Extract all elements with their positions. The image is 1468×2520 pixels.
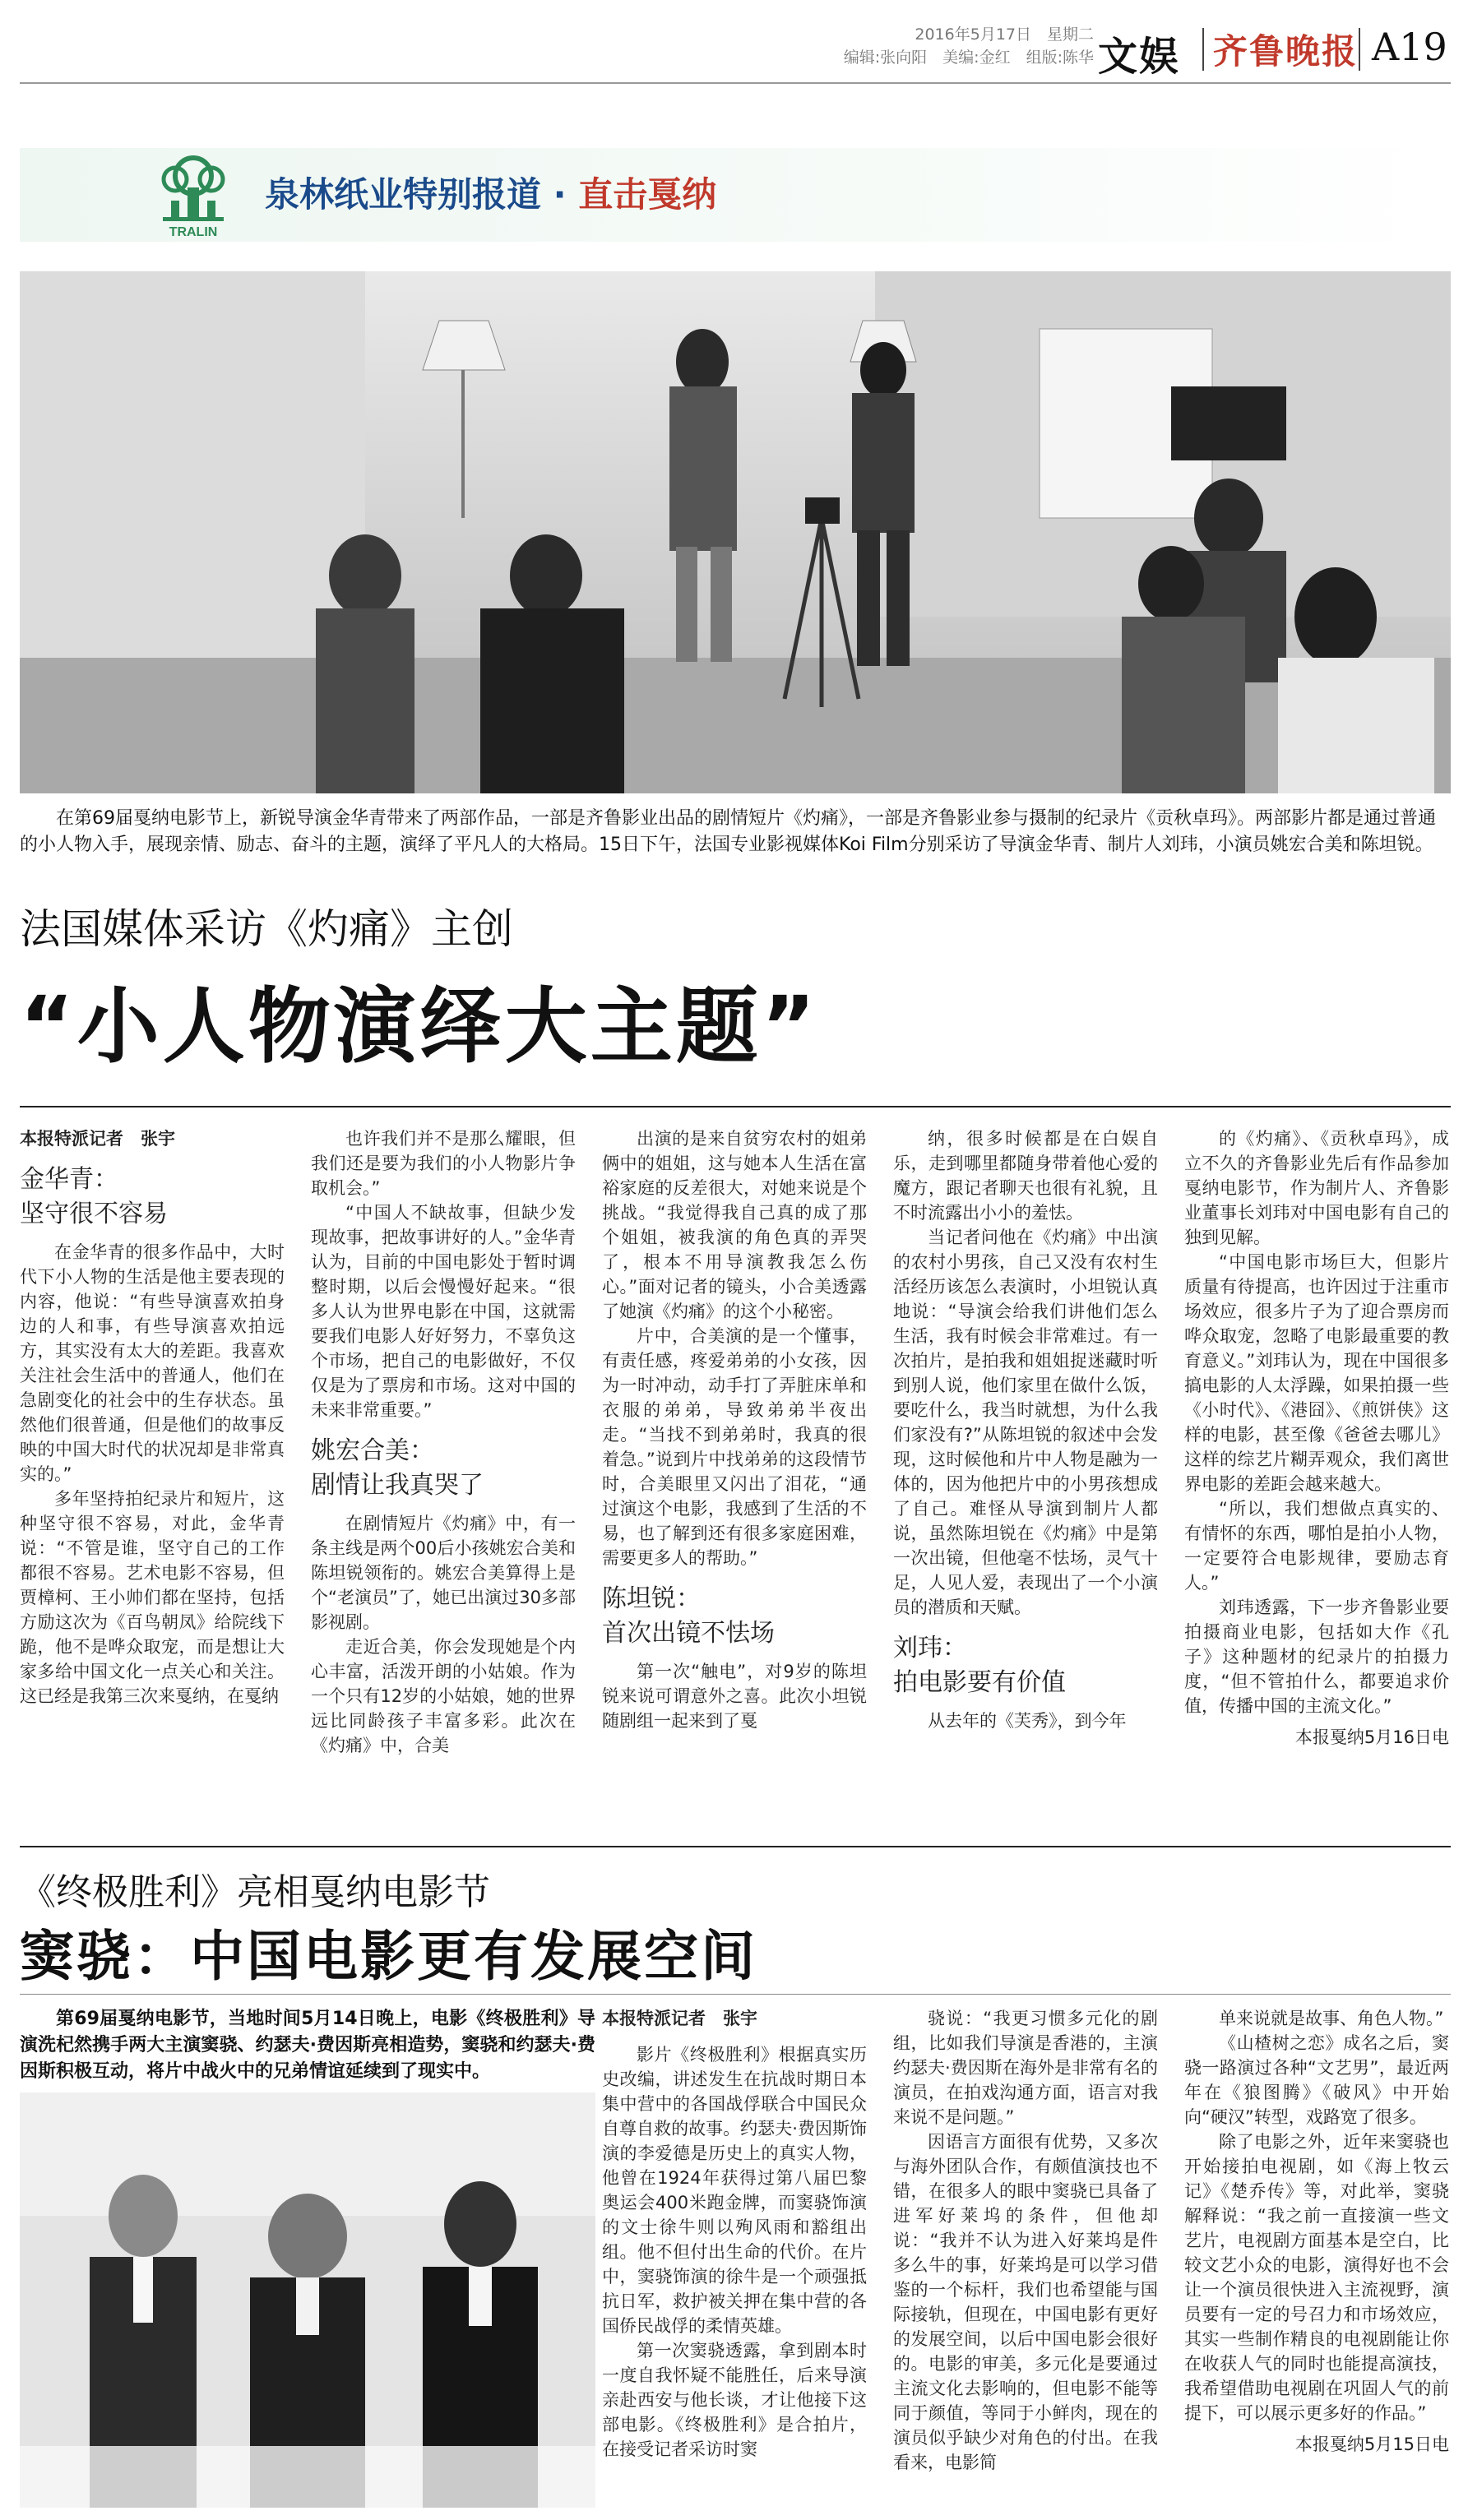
banner-title — [265, 168, 716, 217]
article1-kicker: 法国媒体采访《灼痛》主创 — [20, 905, 513, 953]
article1-paragraph: 当记者问他在《灼痛》中出演的农村小男孩，自己又没有农村生活经历该怎么表演时，小坦锐认真地说：“导演会给我们讲他们怎么生活，我有时候会非常难过。有一次拍片，是拍我和姐姐捉迷藏时听到别人说，他们家里在做什么饭，要吃什么，我当时就想，为什么我们家没有?”从陈坦锐的叙述中会发现，这时候他和片中人物是融为一体的，因为他把片中的小男孩想成了自己。难怪从导演到制片人都说，虽然陈坦锐在《灼痛》中是第一次出镜，但他毫不怯场，灵气十足，人见人爱，表现出了一个小演员的潜质和天赋。 — [893, 1228, 1158, 1617]
article1-subhead-jin: 金华青： 坚守很不容易 — [20, 1165, 168, 1228]
photo-caption: 在第69届戛纳电影节上，新锐导演金华青带来了两部作品，一部是齐鲁影业出品的剧情短片《灼痛》，一部是齐鲁影业参与摄制的纪录片《贡秋卓玛》。两部影片都是通过普通的小人物入手，展现亲情、励志、奋斗的主题，演绎了平凡人的大格局。15日下午，法国专业影视媒体Koi Film分别采访了导演金华青、制片人刘玮，小演员姚宏合美和陈坦锐。 — [20, 808, 1436, 855]
article1-paragraph: 也许我们并不是那么耀眼，但我们还是要为我们的小人物影片争取机会。” — [311, 1129, 576, 1198]
article1-paragraph: “中国电影市场巨大，但影片质量有待提高，也许因过于注重市场效应，很多片子为了迎合票房而哗众取宠，忽略了电影最重要的教育意义。”刘玮认为，现在中国很多搞电影的人太浮躁，如果拍摄一些《小时代》、《港囧》、《煎饼侠》这样的电影，甚至像《爸爸去哪儿》这样的综艺片糊弄观众，我们离世界电影的差距会越来越大。 — [1184, 1252, 1449, 1494]
interview-photo — [20, 271, 1451, 793]
article1-byline: 本报特派记者 张宇 — [20, 1129, 175, 1149]
header-rule — [20, 82, 1451, 84]
article1-signoff: 本报戛纳5月16日电 — [1294, 1727, 1449, 1747]
article2-lead: 第69届戛纳电影节，当地时间5月14日晚上，电影《终极胜利》导演洗杞然携手两大主演窦骁、约瑟夫·费因斯亮相造势，窦骁和约瑟夫·费因斯积极互动，将片中战火中的兄弟情谊延续到了现实中。 — [20, 2009, 595, 2082]
article1-subhead-chen: 陈坦锐： 首次出镜不怯场 — [602, 1584, 775, 1648]
article2-paragraph: 第一次窦骁透露，拿到剧本时一度自我怀疑不能胜任，后来导演亲赴西安与他长谈，才让他接下这部电影。《终极胜利》是合拍片，在接受记者采访时窦 — [602, 2341, 867, 2459]
article2-column-3 — [1184, 2006, 1449, 2457]
article1-paragraph: 多年坚持拍纪录片和短片，这种坚守很不容易，对此，金华青说：“不管是谁，坚守自己的工作都很不容易。艺术电影不容易，但贾樟柯、王小帅们都在坚持，包括方励这次为《百鸟朝凤》给院线下跪，他不是哗众取宠，而是想让大家多给中国文化一点关心和关注。这已经是我第三次来戛纳，在戛纳 — [20, 1489, 285, 1706]
article1-subhead-yao: 姚宏合美： 剧情让我真哭了 — [311, 1436, 484, 1500]
article1-column-1 — [20, 1126, 285, 1709]
article1-column-4 — [893, 1126, 1158, 1733]
article2-column-1 — [602, 2006, 867, 2462]
article1-paragraph: 片中，合美演的是一个懂事，有责任感，疼爱弟弟的小女孩，因为一时冲动，动手打了弄脏床单和衣服的弟弟，导致弟弟半夜出走。“当找不到弟弟时，我真的很着急。”说到片中找弟弟的这段情节时，合美眼里又闪出了泪花，“通过演这个电影，我感到了生活的不易，也了解到还有很多家庭困难，需要更多人的帮助。” — [602, 1326, 867, 1568]
header-date: 2016年5月17日 星期二 — [915, 25, 1094, 44]
premiere-photo-illustration — [20, 2092, 595, 2508]
article1-paragraph: 纳，很多时候都是在白娱自乐，走到哪里都随身带着他心爱的魔方，跟记者聊天也很有礼貌，且不时流露出小小的羞怯。 — [893, 1129, 1158, 1223]
premiere-photo — [20, 2092, 595, 2508]
article2-kicker: 《终极胜利》亮相戛纳电影节 — [20, 1871, 490, 1913]
article1-column-3 — [602, 1126, 867, 1733]
article2-paragraph: 单来说就是故事、角色人物。” — [1219, 2009, 1444, 2028]
article2-headline: 窦骁：中国电影更有发展空间 — [20, 1925, 757, 1988]
article1-paragraph: 出演的是来自贫穷农村的姐弟俩中的姐姐，这与她本人生活在富裕家庭的反差很大，对她来说是个挑战。“我觉得我自己真的成了那个姐姐，被我演的角色真的弄哭了，根本不用导演教我怎么伤心。”面对记者的镜头，小合美透露了她演《灼痛》的这个小秘密。 — [602, 1129, 867, 1321]
article1-headline: “小人物演绎大主题” — [20, 978, 819, 1075]
article2-paragraph: 《山楂树之恋》成名之后，窦骁一路演过各种“文艺男”，最近两年在《狼图腾》《破风》中开始向“硬汉”转型，戏路宽了很多。 — [1184, 2033, 1449, 2127]
article1-paragraph: “所以，我们想做点真实的、有情怀的东西，哪怕是拍小人物，一定要符合电影规律，要励志育人。” — [1184, 1499, 1449, 1593]
article2-byline: 本报特派记者 张宇 — [602, 2009, 757, 2028]
article1-paragraph: 从去年的《芙秀》，到今年 — [928, 1711, 1127, 1731]
header-meta — [781, 23, 1094, 69]
article1-subhead-liu: 刘玮： 拍电影要有价值 — [893, 1634, 1066, 1697]
banner-title-prefix: 泉林纸业特别报道 · — [265, 174, 579, 215]
article1-column-5 — [1184, 1126, 1449, 1750]
article2-paragraph: 除了电影之外，近年来窦骁也开始接拍电视剧，如《海上牧云记》《楚乔传》等，对此举，窦骁解释说：“我之前一直接演一些文艺片，电视剧方面基本是空白，比较文艺小众的电影，演得好也不会让一个演员很快进入主流视野，演员要有一定的号召力和市场效应，其实一些制作精良的电视剧能让你在收获人气的同时也能提高演技，我希望借助电视剧在巩固人气的前提下，可以展示更多好的作品。” — [1184, 2132, 1449, 2423]
article1-top-rule — [20, 1106, 1451, 1107]
article1-paragraph: 在剧情短片《灼痛》中，有一条主线是两个00后小孩姚宏合美和陈坦锐领衔的。姚宏合美算得上是个“老演员”了，她已出演过30多部影视剧。 — [311, 1514, 576, 1632]
article2-paragraph: 影片《终极胜利》根据真实历史改编，讲述发生在抗战时期日本集中营中的各国战俘联合中国民众自尊自救的故事。约瑟夫·费因斯饰演的李爱德是历史上的真实人物，他曾在1924年获得过第八届巴黎奥运会400米跑金牌，而窦骁饰演的文士徐牛则以殉风雨和豁组出组。他不但付出生命的代价。在片中，窦骁饰演的徐牛是一个顽强抵抗日军，救护被关押在集中营的各国侨民战俘的柔情英雄。 — [602, 2045, 867, 2336]
page-number: A19 — [1372, 25, 1447, 69]
article1-paragraph: 第一次“触电”，对9岁的陈坦锐来说可谓意外之喜。此次小坦锐随剧组一起来到了戛 — [602, 1662, 867, 1731]
header-divider — [1202, 28, 1204, 71]
header-editors: 编辑:张向阳 美编:金红 组版:陈华 — [843, 49, 1094, 67]
banner-title-highlight: 直击戛纳 — [578, 174, 717, 215]
article1-paragraph: 走近合美，你会发现她是个内心丰富，活泼开朗的小姑娘。作为一个只有12岁的小姑娘，她的世界远比同龄孩子丰富多彩。此次在《灼痛》中，合美 — [311, 1637, 576, 1755]
article2-signoff: 本报戛纳5月15日电 — [1294, 2434, 1449, 2454]
article2-column-2 — [893, 2006, 1158, 2475]
section-title: 文娱 — [1098, 34, 1181, 80]
article1-paragraph: “中国人不缺故事，但缺少发现故事，把故事讲好的人。”金华青认为，目前的中国电影处于暂时调整时期，以后会慢慢好起来。“很多人认为世界电影在中国，这就需要我们电影人好好努力，不辜负这个市场，把自己的电影做好，不仅仅是为了票房和市场。这对中国的未来非常重要。” — [311, 1203, 576, 1420]
logo-wordmark: TRALIN — [169, 225, 218, 239]
article1-paragraph: 的《灼痛》、《贡秋卓玛》，成立不久的齐鲁影业先后有作品参加戛纳电影节，作为制片人、齐鲁影业董事长刘玮对中国电影有自己的独到见解。 — [1184, 1129, 1449, 1247]
article1-paragraph: 在金华青的很多作品中，大时代下小人物的生活是他主要表现的内容，他说：“有些导演喜欢拍身边的人和事，有些导演喜欢拍远方，其实没有太大的差距。我喜欢关注社会生活中的普通人，他们在急剧变化的社会中的生存状态。虽然他们很普通，但是他们的故事反映的中国大时代的状况却是非常真实的。” — [20, 1242, 285, 1484]
header-divider — [1359, 28, 1360, 71]
publication-name: 齐鲁晚报 — [1213, 31, 1359, 72]
article2-top-rule — [20, 1994, 1451, 1995]
article-divider — [20, 1846, 1451, 1847]
interview-photo-illustration — [20, 271, 1451, 793]
article1-paragraph: 刘玮透露，下一步齐鲁影业要拍摄商业电影，包括如大作《孔子》这种题材的纪录片的拍摄力度，“但不管拍什么，都要追求价值，传播中国的主流文化。” — [1184, 1598, 1449, 1716]
article1-column-2 — [311, 1126, 576, 1758]
article2-paragraph: 骁说：“我更习惯多元化的剧组，比如我们导演是香港的，主演约瑟夫·费因斯在海外是非常有名的演员，在拍戏沟通方面，语言对我来说不是问题。” — [893, 2009, 1158, 2127]
tralin-tree-logo — [138, 151, 248, 240]
article2-paragraph: 因语言方面很有优势，又多次与海外团队合作，有颇值演技也不错，在很多人的眼中窦骁已具备了进军好莱坞的条件，但他却说：“我并不认为进入好莱坞是件多么牛的事，好莱坞是可以学习借鉴的一个标杆，我们也希望能与国际接轨，但现在，中国电影有更好的发展空间，以后中国电影会很好的。电影的审美，多元化是要通过主流文化去影响的，但电影不能等同于颜值，等同于小鲜肉，现在的演员似乎缺少对角色的付出。在我看来，电影简 — [893, 2132, 1158, 2472]
